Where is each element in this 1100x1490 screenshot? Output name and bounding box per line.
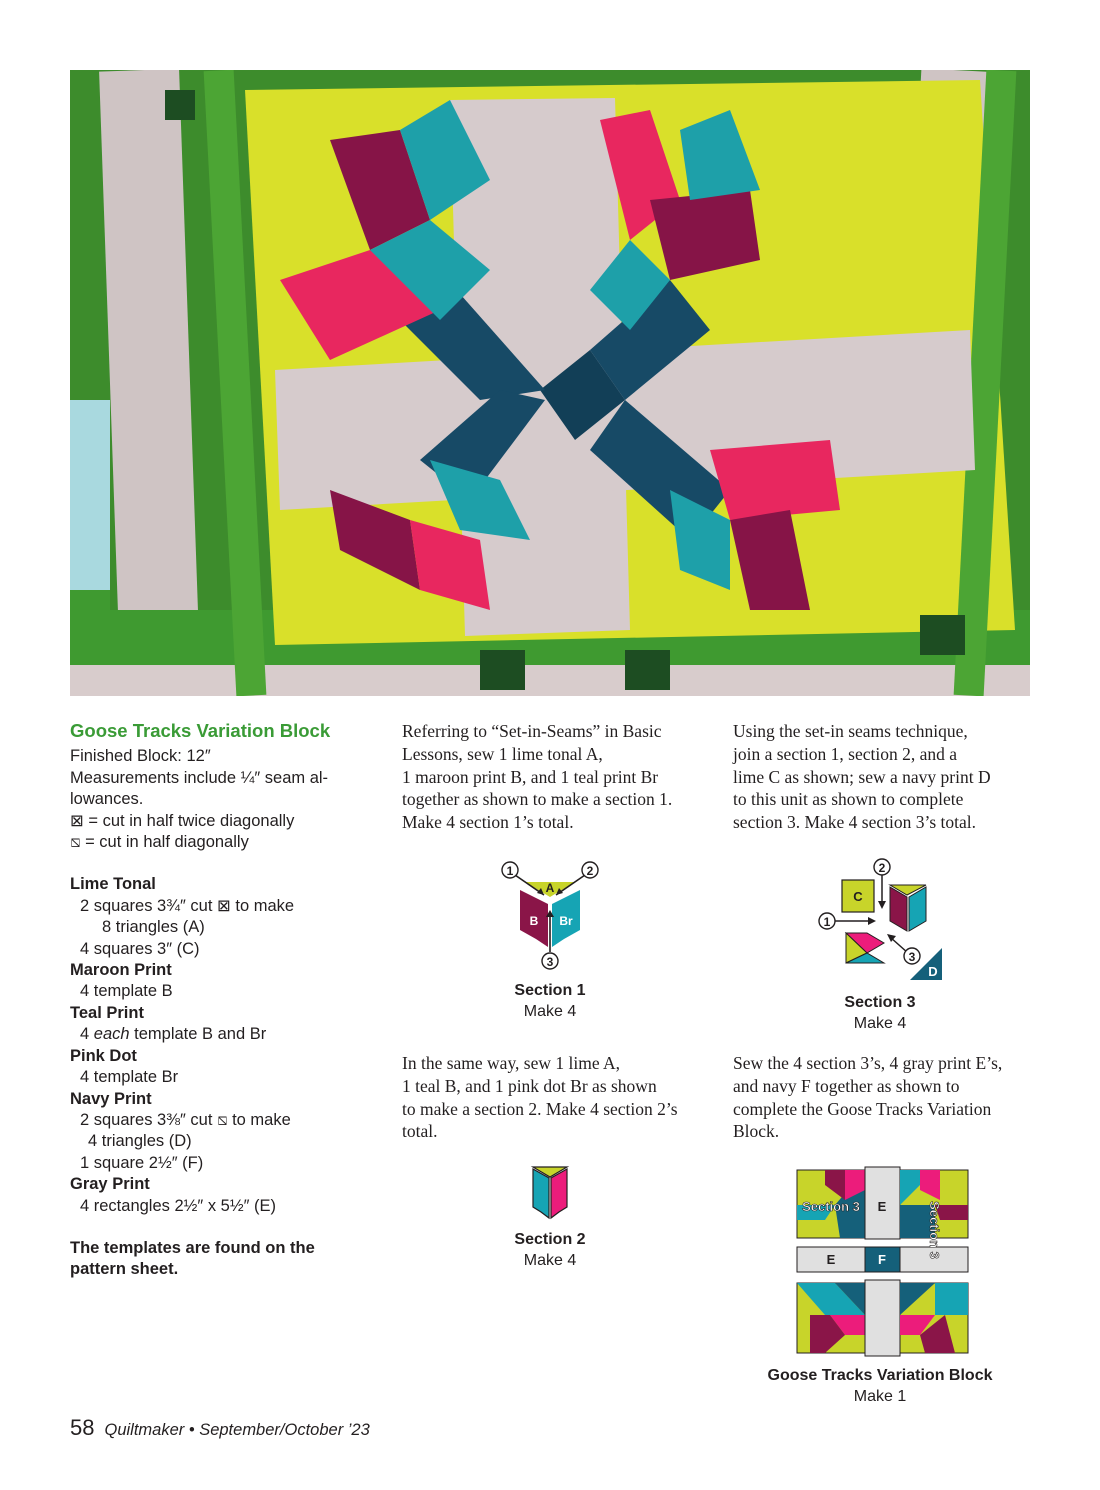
middle-column	[402, 720, 704, 834]
quilt-photo-illustration	[70, 70, 1030, 696]
templates-note: pattern sheet.	[70, 1260, 179, 1279]
section1-diagram	[490, 855, 610, 980]
paragraph-line: together as shown to make a section 1.	[402, 789, 673, 810]
paragraph-line: In the same way, sew 1 lime A,	[402, 1053, 621, 1073]
block-title: Goose Tracks Variation Block	[70, 720, 331, 741]
teal-print-heading: Teal Print	[70, 1003, 144, 1022]
paragraph-line: and navy F together as shown to	[733, 1075, 960, 1096]
section2-diagram	[530, 1165, 570, 1226]
gray-print-heading: Gray Print	[70, 1175, 150, 1194]
section3-label: Section 3	[802, 1199, 860, 1214]
caption-sub: Make 1	[853, 1388, 907, 1405]
magazine-issue: Quiltmaker • September/October ’23	[104, 1421, 370, 1439]
piece-label-b: B	[529, 914, 539, 928]
right-column	[733, 720, 1033, 834]
section1-figure	[490, 855, 610, 975]
seam-number-1: 1	[506, 864, 514, 878]
cutting-list	[70, 720, 370, 1281]
piece-label-br: Br	[559, 914, 573, 928]
measurements-line-2: lowances.	[70, 790, 144, 809]
paragraph-line: 1 teal B, and 1 pink dot Br as shown	[402, 1075, 657, 1096]
paragraph-line: to make a section 2. Make 4 section 2’s	[402, 1098, 678, 1119]
navy-print-heading: Navy Print	[70, 1089, 152, 1108]
paragraph-line: join a section 1, section 2, and a	[733, 743, 958, 764]
maroon-print-item: 4 template B	[80, 982, 173, 1001]
caption-title: Section 3	[844, 994, 916, 1011]
piece-label-e: E	[877, 1199, 887, 1214]
section3-instructions	[733, 720, 1033, 834]
section3-caption	[800, 992, 960, 1034]
caption-title: Section 2	[514, 1231, 586, 1248]
piece-label-e: E	[826, 1252, 836, 1267]
section3-figure	[812, 855, 952, 985]
lime-tonal-item: 2 squares 3¾″ cut ⊠ to make	[80, 896, 295, 915]
pink-dot-item: 4 template Br	[80, 1068, 179, 1087]
lime-tonal-item: 4 squares 3″ (C)	[80, 939, 200, 958]
caption-title: Section 1	[514, 982, 586, 999]
legend-cut-twice: ⊠ = cut in half twice diagonally	[70, 811, 295, 830]
paragraph-line: complete the Goose Tracks Variation	[733, 1098, 992, 1119]
pink-dot-heading: Pink Dot	[70, 1046, 137, 1065]
paragraph-line: Referring to “Set-in-Seams” in Basic	[402, 721, 662, 741]
block-assembly-figure	[795, 1165, 970, 1363]
lime-tonal-heading: Lime Tonal	[70, 875, 156, 894]
page-footer	[70, 1415, 370, 1441]
paragraph-line: total.	[402, 1121, 438, 1142]
navy-print-item: 4 triangles (D)	[88, 1132, 192, 1151]
paragraph-line: Lessons, sew 1 lime tonal A,	[402, 743, 603, 764]
caption-title: Goose Tracks Variation Block	[767, 1367, 993, 1384]
navy-print-item: 2 squares 3⅜″ cut ⧅ to make	[80, 1110, 291, 1129]
maroon-print-heading: Maroon Print	[70, 961, 172, 980]
piece-label-d: D	[928, 964, 938, 979]
block-assembly-diagram	[795, 1165, 970, 1368]
section2-caption	[470, 1229, 630, 1271]
gray-print-item: 4 rectangles 2½″ x 5½″ (E)	[80, 1196, 277, 1215]
seam-number-1: 1	[823, 915, 831, 929]
section3-label-rotated: Section 3	[927, 1201, 942, 1259]
block-assembly-instructions	[733, 1052, 1033, 1143]
teal-print-item: 4 each template B and Br	[80, 1025, 267, 1044]
seam-number-2: 2	[586, 864, 594, 878]
finished-size: Finished Block: 12″	[70, 747, 211, 766]
block-caption	[740, 1365, 1020, 1407]
seam-number-2: 2	[878, 861, 886, 875]
paragraph-line: Make 4 section 1’s total.	[402, 812, 574, 833]
navy-print-item: 1 square 2½″ (F)	[80, 1153, 204, 1172]
paragraph-line: Sew the 4 section 3’s, 4 gray print E’s,	[733, 1053, 1003, 1073]
seam-number-3: 3	[546, 955, 554, 969]
seam-number-3: 3	[908, 950, 916, 964]
caption-sub: Make 4	[523, 1252, 577, 1269]
lime-tonal-item: 8 triangles (A)	[102, 918, 205, 937]
caption-sub: Make 4	[853, 1015, 907, 1032]
section1-instructions	[402, 720, 704, 834]
section2-figure	[530, 1165, 570, 1221]
measurements-line-1: Measurements include ¼″ seam al-	[70, 768, 329, 787]
paragraph-line: section 3. Make 4 section 3’s total.	[733, 812, 977, 833]
section1-caption	[470, 980, 630, 1022]
paragraph-line: Using the set-in seams technique,	[733, 721, 968, 741]
paragraph-line: lime C as shown; sew a navy print D	[733, 766, 991, 787]
page-number: 58	[70, 1415, 95, 1440]
piece-label-f: F	[878, 1252, 886, 1267]
caption-sub: Make 4	[523, 1003, 577, 1020]
section3-diagram	[812, 855, 952, 990]
paragraph-line: to this unit as shown to complete	[733, 789, 964, 810]
legend-cut-once: ⧅ = cut in half diagonally	[70, 833, 249, 852]
section2-instructions	[402, 1052, 704, 1143]
quilt-photo	[70, 70, 1030, 696]
piece-label-a: A	[545, 881, 555, 895]
piece-label-c: C	[853, 889, 863, 904]
templates-note: The templates are found on the	[70, 1238, 315, 1257]
paragraph-line: Block.	[733, 1121, 780, 1142]
paragraph-line: 1 maroon print B, and 1 teal print Br	[402, 766, 659, 787]
